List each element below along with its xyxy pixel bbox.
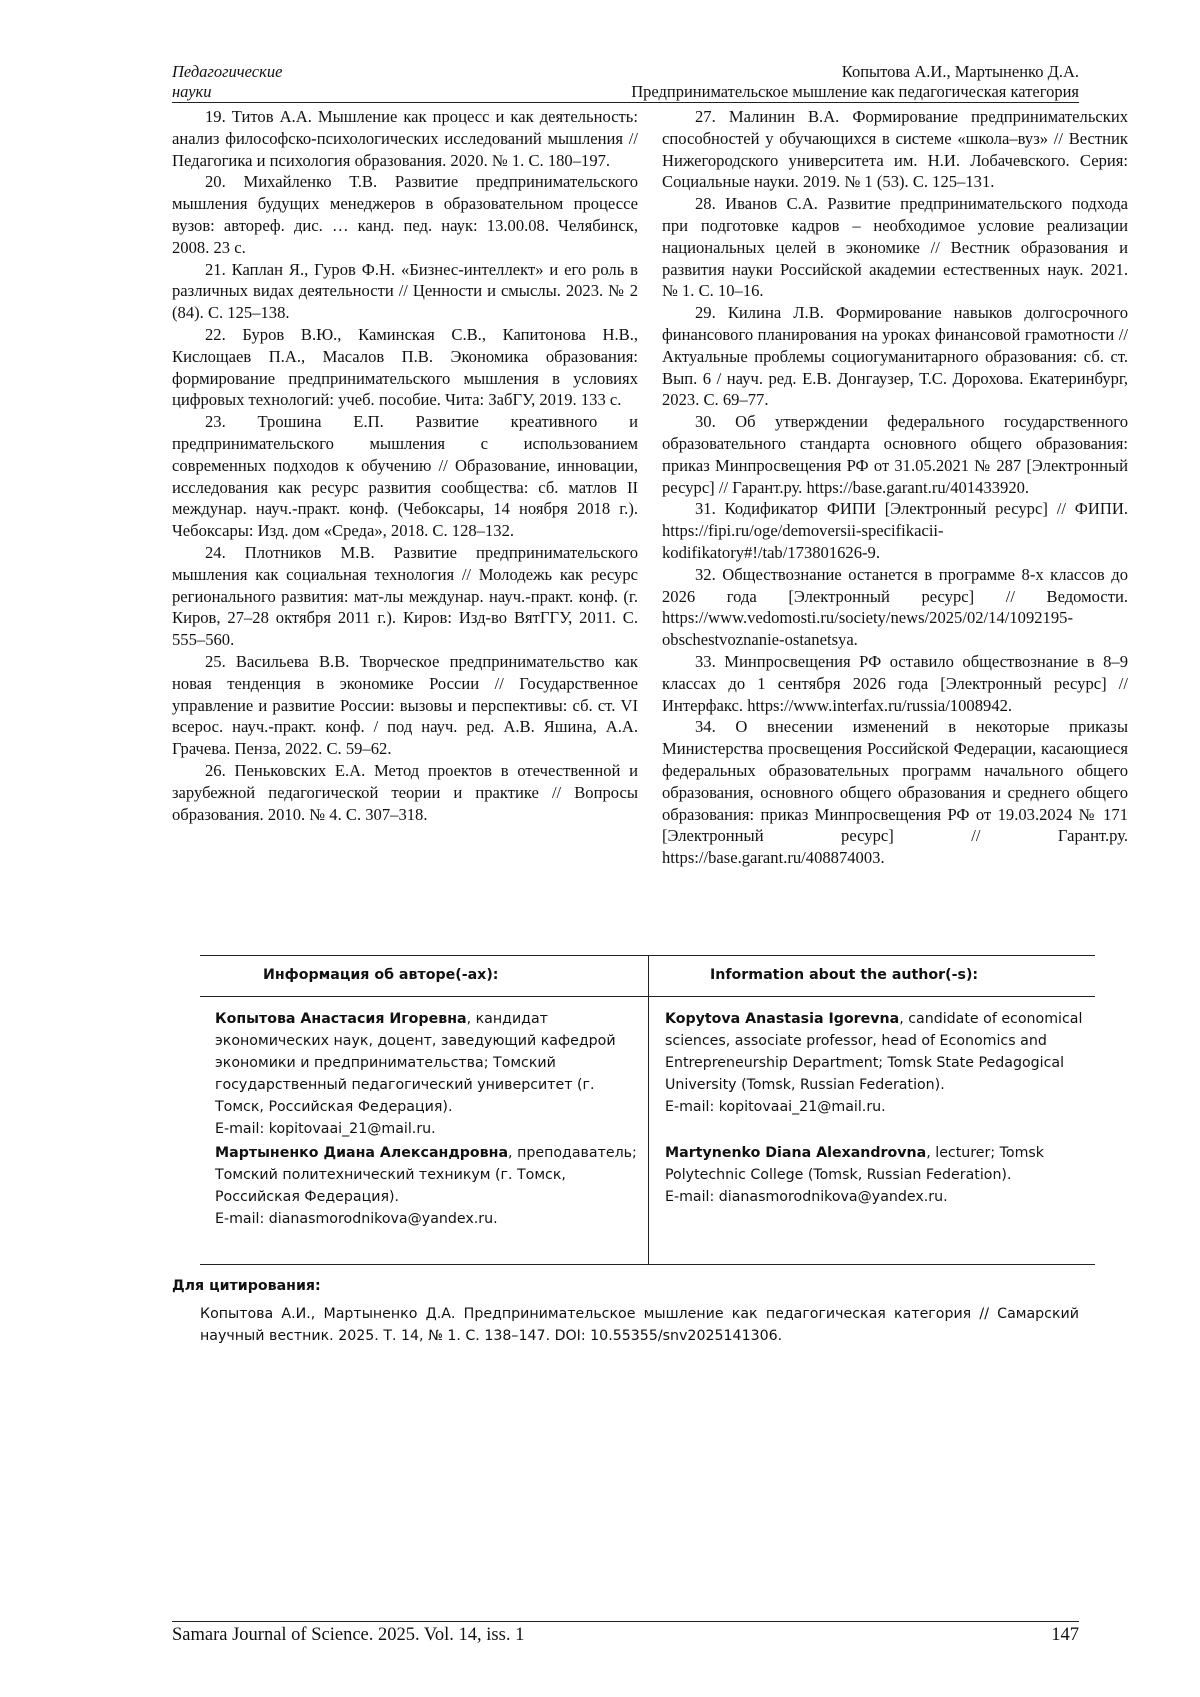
reference-item: 27. Малинин В.А. Формирование предпринимательских способностей у обучающихся в системе «школа–вуз» // Вестник Нижегородского университета им. Н.И. Лобачевского. Серия: Социальные науки. 2019. № 1 (53). С. 125–131.	[662, 107, 1128, 192]
author-email: E-mail: dianasmorodnikova@yandex.ru.	[215, 1211, 498, 1227]
author-info-heading-en: Information about the author(-s):	[710, 967, 979, 983]
reference-item: 29. Килина Л.В. Формирование навыков долгосрочного финансового планирования на уроках финансовой грамотности // Актуальные проблемы социогуманитарного образования: сб. ст. Вып. 6 / науч. ред. Е.В. Донгаузер, Т.С. Дорохова. Екатеринбург, 2023. С. 69–77.	[662, 303, 1128, 410]
reference-item: 25. Васильева В.В. Творческое предпринимательство как новая тенденция в экономике России // Государственное управление и развитие России: вызовы и перспективы: сб. ст. VI всерос. науч.-практ. конф. / под науч. ред. А.В. Яшина, А.А. Грачева. Пенза, 2022. С. 59–62.	[172, 651, 638, 759]
references-left-column	[172, 106, 638, 825]
reference-item: 33. Минпросвещения РФ оставило обществознание в 8–9 классах до 1 сентября 2026 года [Электронный ресурс] // Интерфакс. https://www.interfax.ru/russia/1008942.	[662, 651, 1128, 715]
author-email: E-mail: dianasmorodnikova@yandex.ru.	[665, 1189, 948, 1205]
reference-item: 21. Каплан Я., Гуров Ф.Н. «Бизнес-интеллект» и его роль в различных видах деятельности // Ценности и смыслы. 2023. № 2 (84). С. 125–138.	[172, 259, 638, 323]
reference-item: 19. Титов А.А. Мышление как процесс и как деятельность: анализ философско-психологических исследований мышления // Педагогика и психология образования. 2020. № 1. С. 180–197.	[172, 107, 638, 170]
citation-text: Копытова А.И., Мартыненко Д.А. Предпринимательское мышление как педагогическая категория // Самарский научный вестник. 2025. Т. 14, № 1. С. 138–147. DOI: 10.55355/snv2025141306.	[200, 1306, 1079, 1344]
reference-item: 30. Об утверждении федерального государственного образовательного стандарта основного общего образования: приказ Минпросвещения РФ от 31.05.2021 № 287 [Электронный ресурс] // Гарант.ру. https://base.garant.ru/401433920.	[662, 412, 1128, 497]
reference-item: 26. Пеньковских Е.А. Метод проектов в отечественной и зарубежной педагогической теории и практике // Вопросы образования. 2010. № 4. С. 307–318.	[172, 760, 638, 824]
header-article-title: Предпринимательское мышление как педагогическая категория	[631, 82, 1079, 101]
references-right-column	[662, 106, 1128, 869]
table-divider	[648, 956, 649, 1264]
reference-item: 23. Трошина Е.П. Развитие креативного и предпринимательского мышления с использованием современных подходов к обучению // Образование, инновации, исследования как ресурс развития сообщества: сб. матлов II междунар. науч.-практ. конф. (Чебоксары, 14 ноября 2018 г.). Чебоксары: Изд. дом «Среда», 2018. С. 128–132.	[172, 412, 638, 541]
author-info-heading-ru: Информация об авторе(-ах):	[263, 967, 499, 983]
reference-item: 20. Михайленко Т.В. Развитие предпринимательского мышления будущих менеджеров в образовательном процессе вузов: автореф. дис. … канд. пед. наук: 13.00.08. Челябинск, 2008. 23 с.	[172, 172, 638, 257]
reference-item: 28. Иванов С.А. Развитие предпринимательского подхода при подготовке кадров – необходимое условие реализации национальных целей в экономике // Вестник образования и развития науки Российской академии естественных наук. 2021. № 1. С. 10–16.	[662, 194, 1128, 301]
header-authors: Копытова А.И., Мартыненко Д.А.	[841, 62, 1079, 81]
section-name-line1: Педагогические	[172, 62, 283, 81]
author-card-ru	[215, 1008, 645, 1140]
author-details: , преподаватель; Томский политехнический техникум (г. Томск, Российская Федерация).	[215, 1145, 637, 1205]
table-header-row	[200, 956, 1095, 997]
page-footer	[172, 1621, 1079, 1645]
footer-journal: Samara Journal of Science. 2025. Vol. 14, iss. 1	[172, 1625, 525, 1645]
author-details: , кандидат экономических наук, доцент, заведующий кафедрой экономики и предпринимательства; Томский государственный педагогический университет (г. Томск, Российская Федерация).	[215, 1011, 616, 1115]
author-name: Копытова Анастасия Игоревна	[215, 1011, 467, 1027]
page-number: 147	[1051, 1625, 1079, 1645]
author-name: Martynenko Diana Alexandrovna	[665, 1145, 927, 1161]
author-email: E-mail: kopitovaai_21@mail.ru.	[215, 1121, 436, 1137]
reference-item: 34. О внесении изменений в некоторые приказы Министерства просвещения Российской Федерации, касающиеся федеральных образовательных программ начального общего образования, основного общего образования и среднего общего образования: приказ Минпросвещения РФ от 19.03.2024 № 171 [Электронный ресурс] // Гарант.ру. https://base.garant.ru/408874003.	[662, 717, 1128, 868]
author-details: , candidate of economical sciences, associate professor, head of Economics and Entrepreneurship Department; Tomsk State Pedagogical University (Tomsk, Russian Federation).	[665, 1011, 1083, 1093]
author-name: Kopytova Anastasia Igorevna	[665, 1011, 900, 1027]
header-article-info	[631, 62, 1079, 102]
author-card-en	[665, 1008, 1095, 1118]
reference-item: 32. Обществознание останется в программе 8-х классов до 2026 года [Электронный ресурс] // Ведомости. https://www.vedomosti.ru/society/news/2025/02/14/1092195-obschestvoznanie-ostanetsya.	[662, 564, 1128, 650]
author-email: E-mail: kopitovaai_21@mail.ru.	[665, 1099, 886, 1115]
reference-item: 31. Кодификатор ФИПИ [Электронный ресурс] // ФИПИ. https://fipi.ru/oge/demoversii-specifikacii-kodifikatory#!/tab/173801626-9.	[662, 499, 1128, 562]
citation-heading: Для цитирования:	[172, 1278, 321, 1294]
reference-item: 24. Плотников М.В. Развитие предпринимательского мышления как социальная технология // Молодежь как ресурс регионального развития: мат-лы междунар. науч.-практ. конф. (г. Киров, 27–28 октября 2011 г.). Киров: Изд-во ВятГГУ, 2011. С. 555–560.	[172, 542, 638, 650]
author-name: Мартыненко Диана Александровна	[215, 1145, 509, 1161]
author-card-ru	[215, 1142, 645, 1230]
author-details: , lecturer; Tomsk Polytechnic College (Tomsk, Russian Federation).	[665, 1145, 1045, 1183]
reference-item: 22. Буров В.Ю., Каминская С.В., Капитонова Н.В., Кислощаев П.А., Масалов П.В. Экономика образования: формирование предпринимательского мышления в условиях цифровых технологий: учеб. пособие. Чита: ЗабГУ, 2019. 133 с.	[172, 324, 638, 410]
section-name	[172, 62, 282, 102]
author-card-en	[665, 1142, 1095, 1208]
running-header	[172, 62, 1079, 103]
author-info-table	[200, 955, 1095, 1265]
section-name-line2: науки	[172, 82, 212, 101]
